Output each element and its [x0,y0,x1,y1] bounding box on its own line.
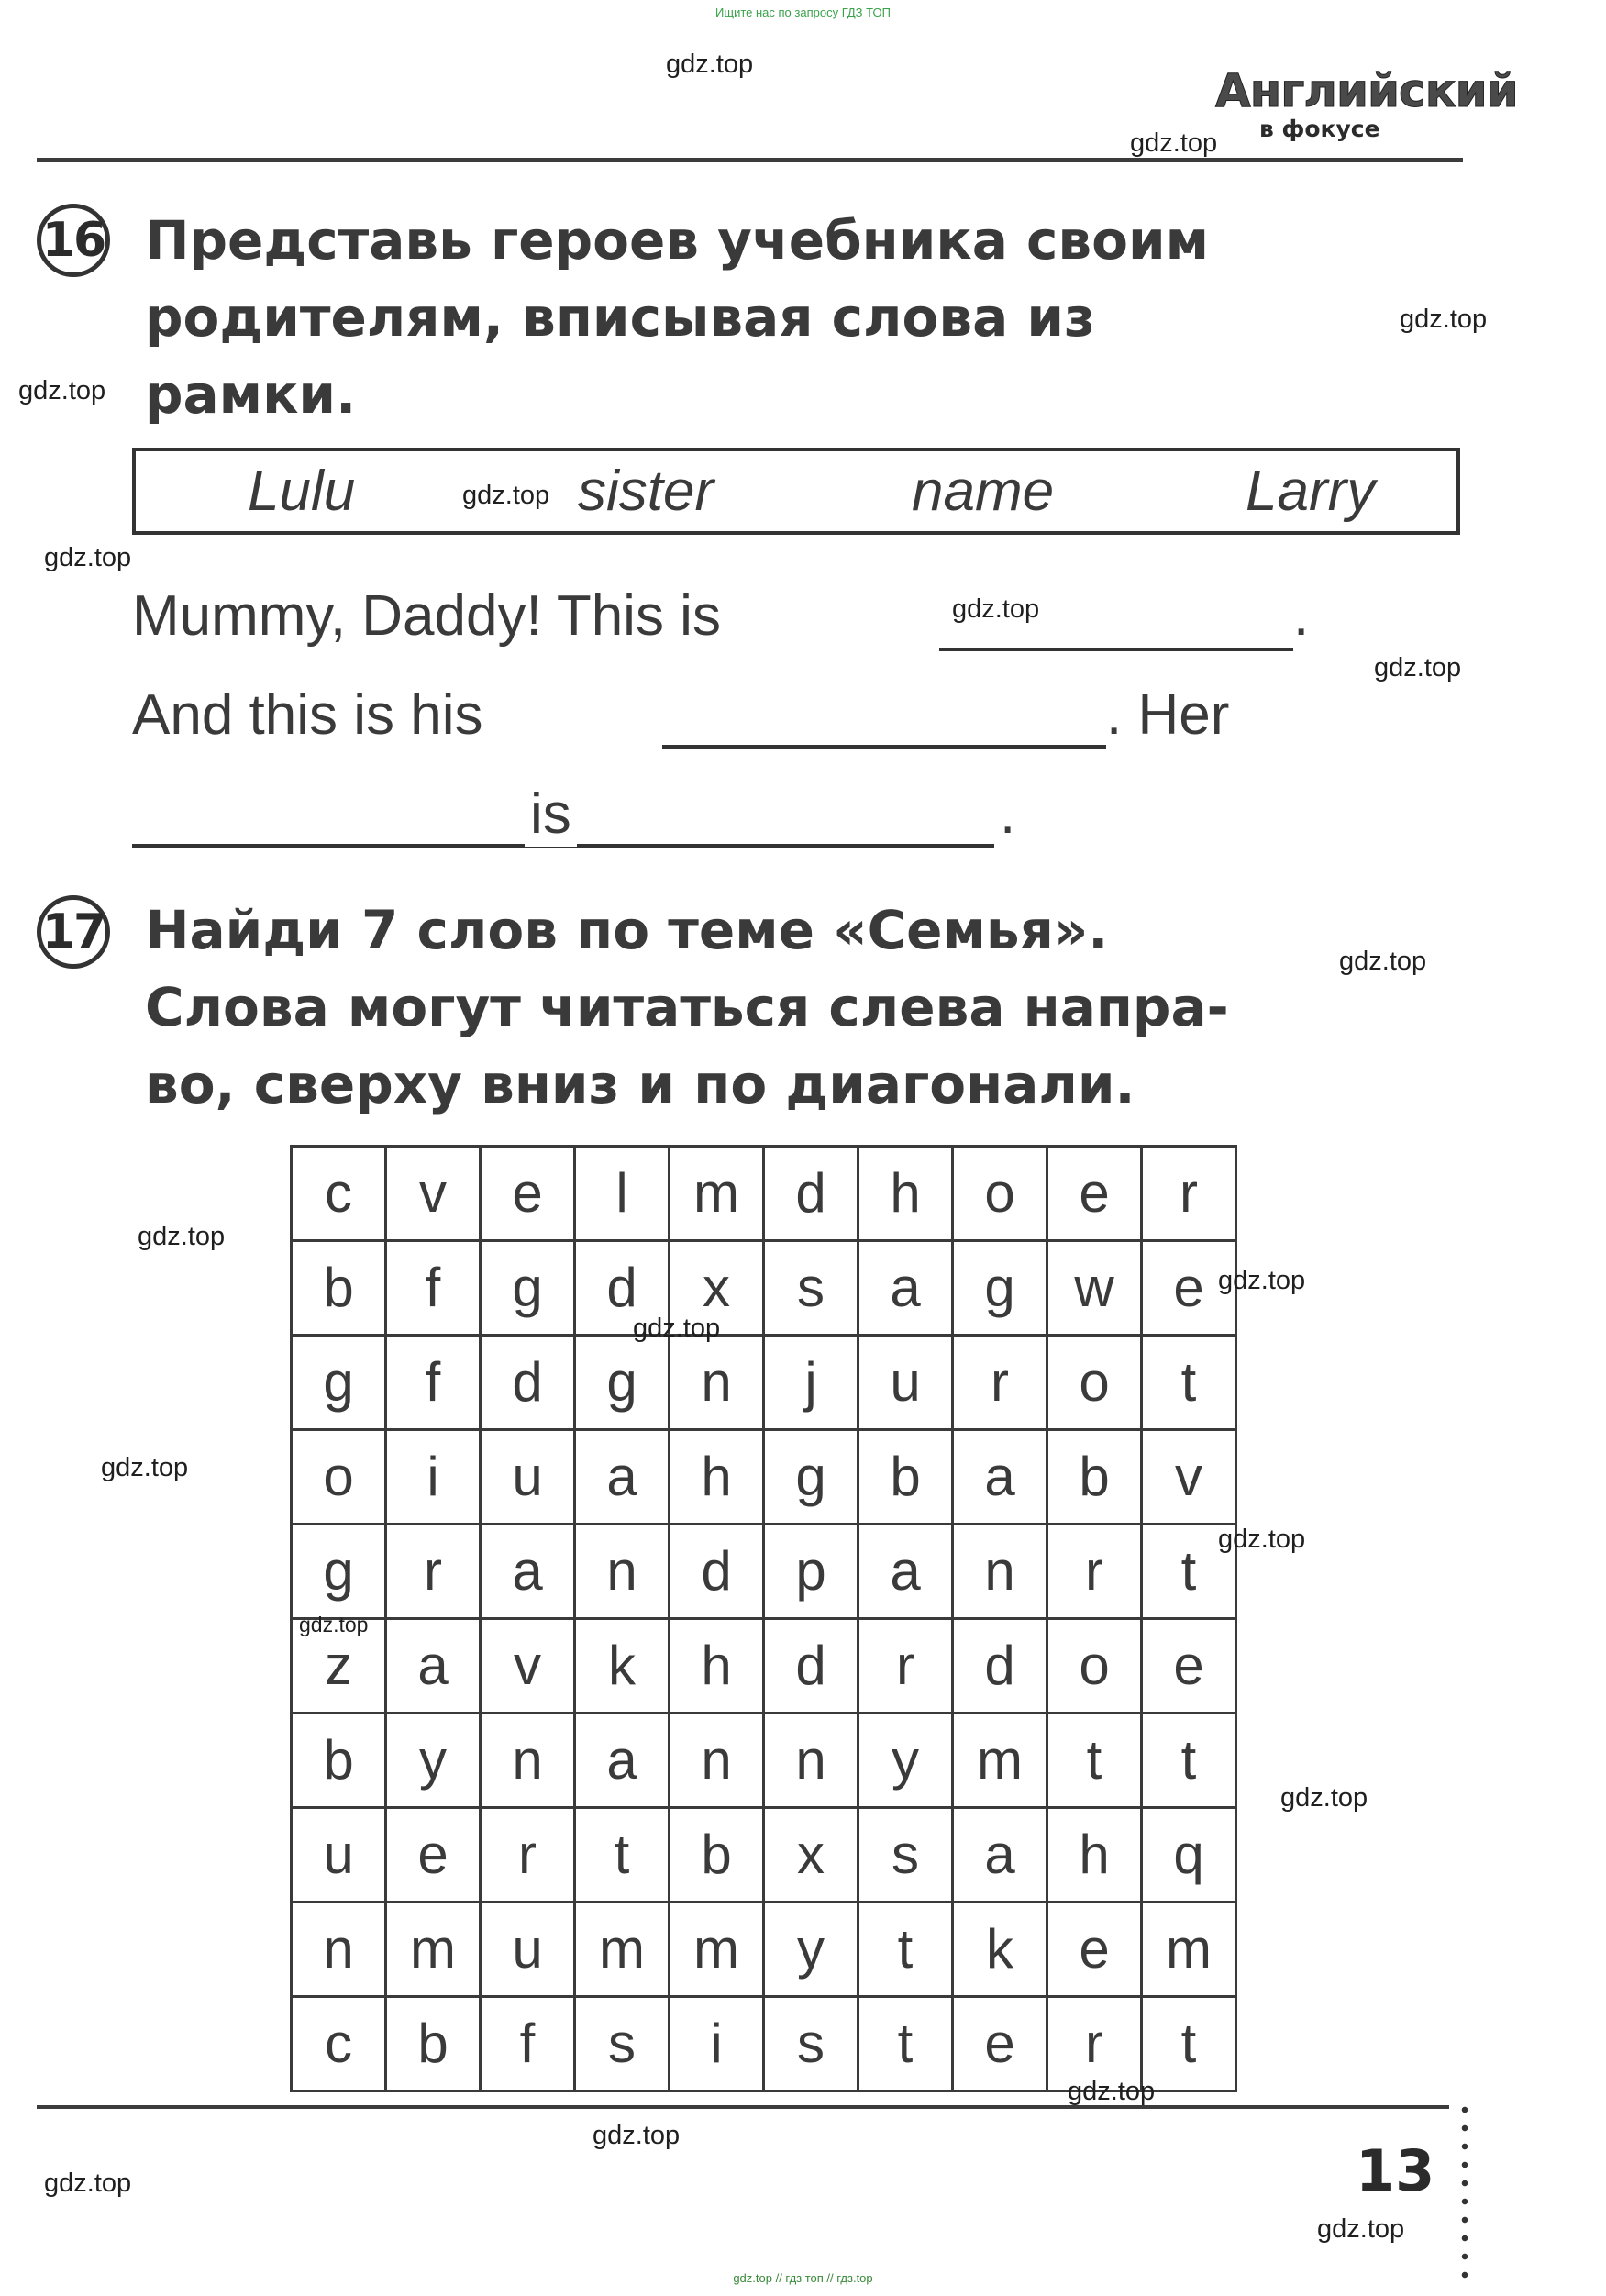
watermark: gdz.top [44,2168,132,2198]
grid-cell[interactable]: n [575,1525,670,1619]
grid-cell[interactable]: d [764,1147,858,1241]
grid-cell[interactable]: t [1142,1525,1236,1619]
task-17-line-2: Слова могут читаться слева напра- [145,976,1229,1038]
watermark: gdz.top [1068,2077,1156,2106]
grid-cell[interactable]: v [1142,1430,1236,1525]
grid-cell[interactable]: r [953,1336,1047,1430]
grid-cell[interactable]: e [953,1997,1047,2091]
bottom-note: gdz.top // гдз топ // гдз.top [733,2271,873,2285]
grid-cell[interactable]: m [1142,1902,1236,1997]
grid-cell[interactable]: r [1047,1997,1142,2091]
grid-cell[interactable]: b [1047,1430,1142,1525]
grid-cell[interactable]: a [858,1241,953,1336]
task-16-instruction [145,202,1209,433]
grid-cell[interactable]: g [764,1430,858,1525]
watermark: gdz.top [952,594,1040,624]
task-16-line-2: родителям, вписывая слова из [145,286,1095,349]
watermark: gdz.top [1218,1266,1306,1295]
grid-cell[interactable]: n [953,1525,1047,1619]
publisher-logo [1215,64,1518,147]
grid-cell[interactable]: f [386,1241,481,1336]
grid-row [292,1147,1236,1241]
story-line-2-end: . Her [1106,683,1230,747]
grid-cell[interactable]: i [386,1430,481,1525]
grid-cell[interactable]: n [764,1714,858,1808]
grid-cell[interactable]: d [953,1619,1047,1714]
watermark: gdz.top [633,1314,721,1343]
grid-cell[interactable]: a [575,1714,670,1808]
header-rule [37,158,1463,162]
watermark: gdz.top [1218,1525,1306,1554]
grid-cell[interactable]: e [386,1808,481,1902]
grid-cell[interactable]: v [481,1619,575,1714]
grid-cell[interactable]: m [386,1902,481,1997]
grid-cell[interactable]: e [1047,1147,1142,1241]
grid-cell[interactable]: s [575,1997,670,2091]
grid-cell[interactable]: j [764,1336,858,1430]
watermark: gdz.top [299,1613,369,1636]
watermark: gdz.top [462,481,550,510]
grid-row [292,1336,1236,1430]
grid-row [292,1525,1236,1619]
word-box-item: Larry [1246,460,1376,523]
grid-cell[interactable]: t [858,1997,953,2091]
grid-cell[interactable]: f [481,1997,575,2091]
grid-row [292,1714,1236,1808]
grid-cell[interactable]: g [575,1336,670,1430]
grid-cell[interactable]: q [1142,1808,1236,1902]
logo-subtitle: в фокусе [1259,116,1380,142]
grid-cell[interactable]: u [481,1430,575,1525]
grid-cell[interactable]: m [953,1714,1047,1808]
grid-cell[interactable]: h [670,1430,764,1525]
watermark: gdz.top [18,376,106,405]
grid-cell[interactable]: h [858,1147,953,1241]
grid-cell[interactable]: g [481,1241,575,1336]
grid-row [292,1241,1236,1336]
grid-cell[interactable]: w [1047,1241,1142,1336]
grid-cell[interactable]: s [764,1241,858,1336]
watermark: gdz.top [1400,305,1488,334]
grid-cell[interactable]: m [575,1902,670,1997]
task-16-number: 16 [37,204,110,277]
grid-cell[interactable]: c [292,1147,386,1241]
story-line-1-text: Mummy, Daddy! This is [132,584,721,648]
grid-cell[interactable]: k [575,1619,670,1714]
grid-cell[interactable]: a [386,1619,481,1714]
grid-cell[interactable]: n [670,1714,764,1808]
task-17-number: 17 [37,895,110,969]
grid-cell[interactable]: m [670,1147,764,1241]
task-16-line-1: Представь героев учебника своим [145,209,1210,272]
answer-blank-1[interactable] [939,648,1293,651]
grid-cell[interactable]: u [858,1336,953,1430]
watermark: gdz.top [138,1222,226,1251]
grid-cell[interactable]: t [1047,1714,1142,1808]
grid-cell[interactable]: n [292,1902,386,1997]
grid-cell[interactable]: b [292,1714,386,1808]
grid-cell[interactable]: h [670,1619,764,1714]
watermark: gdz.top [1130,128,1218,158]
task-17-line-3: во, сверху вниз и по диагонали. [145,1053,1135,1115]
grid-cell[interactable]: s [764,1997,858,2091]
grid-cell[interactable]: r [1047,1525,1142,1619]
word-box-item: sister [578,460,714,523]
grid-cell[interactable]: d [670,1525,764,1619]
grid-cell[interactable]: r [481,1808,575,1902]
grid-cell[interactable]: g [292,1336,386,1430]
grid-cell[interactable]: z [292,1619,386,1714]
grid-row [292,1902,1236,1997]
task-16-line-3: рамки. [145,363,357,426]
watermark: gdz.top [1317,2214,1405,2244]
footer-rule [37,2105,1449,2109]
grid-cell[interactable]: y [386,1714,481,1808]
grid-row [292,1619,1236,1714]
grid-cell[interactable]: d [764,1619,858,1714]
grid-cell[interactable]: b [858,1430,953,1525]
word-box [132,448,1460,535]
grid-cell[interactable]: n [481,1714,575,1808]
watermark: gdz.top [101,1453,189,1482]
story-line-3-text: is [525,782,577,847]
watermark: gdz.top [1339,947,1427,976]
grid-cell[interactable]: n [670,1336,764,1430]
grid-cell[interactable]: f [386,1336,481,1430]
grid-cell[interactable]: o [1047,1619,1142,1714]
word-box-item: name [912,460,1055,523]
grid-cell[interactable]: a [953,1808,1047,1902]
grid-cell[interactable]: l [575,1147,670,1241]
grid-cell[interactable]: x [670,1241,764,1336]
grid-cell[interactable]: h [1047,1808,1142,1902]
grid-cell[interactable]: r [1142,1147,1236,1241]
story-line-2-text: And this is his [132,683,483,747]
grid-row [292,1430,1236,1525]
page-number: 13 [1356,2137,1435,2204]
grid-cell[interactable]: t [858,1902,953,1997]
grid-cell[interactable]: g [953,1241,1047,1336]
grid-cell[interactable]: v [386,1147,481,1241]
grid-cell[interactable]: y [764,1902,858,1997]
grid-cell[interactable]: c [292,1997,386,2091]
grid-row [292,1808,1236,1902]
grid-cell[interactable]: e [481,1147,575,1241]
grid-cell[interactable]: r [386,1525,481,1619]
grid-cell[interactable]: e [1142,1619,1236,1714]
grid-cell[interactable]: a [575,1430,670,1525]
grid-cell[interactable]: d [481,1336,575,1430]
grid-cell[interactable]: g [292,1525,386,1619]
task-17-instruction [145,892,1229,1123]
grid-cell[interactable]: u [292,1808,386,1902]
task-17-line-1: Найди 7 слов по теме «Семья». [145,899,1109,961]
grid-cell[interactable]: b [670,1808,764,1902]
grid-cell[interactable]: a [481,1525,575,1619]
word-search-grid [290,1145,1237,2092]
grid-cell[interactable]: o [292,1430,386,1525]
story-line-1-end: . [1293,584,1310,648]
grid-cell[interactable]: x [764,1808,858,1902]
grid-cell[interactable]: d [575,1241,670,1336]
grid-cell[interactable]: p [764,1525,858,1619]
grid-cell[interactable]: a [953,1430,1047,1525]
grid-cell[interactable]: t [1142,1997,1236,2091]
grid-cell[interactable]: i [670,1997,764,2091]
grid-cell[interactable]: o [953,1147,1047,1241]
word-box-item: Lulu [248,460,356,523]
grid-cell[interactable]: m [670,1902,764,1997]
grid-cell[interactable]: a [858,1525,953,1619]
grid-cell[interactable]: r [858,1619,953,1714]
grid-cell[interactable]: e [1047,1902,1142,1997]
grid-cell[interactable]: t [1142,1714,1236,1808]
grid-cell[interactable]: u [481,1902,575,1997]
grid-cell[interactable]: k [953,1902,1047,1997]
grid-cell[interactable]: y [858,1714,953,1808]
top-promo-note: Ищите нас по запросу ГДЗ ТОП [715,6,891,19]
watermark: gdz.top [666,50,754,79]
watermark: gdz.top [44,543,132,572]
answer-blank-2[interactable] [662,745,1106,749]
story-line-3-end: . [1000,782,1016,846]
grid-cell[interactable]: t [1142,1336,1236,1430]
grid-cell[interactable]: o [1047,1336,1142,1430]
logo-title: Английский [1215,64,1518,117]
grid-cell[interactable]: s [858,1808,953,1902]
grid-cell[interactable]: b [292,1241,386,1336]
page-edge-dots [1460,2101,1469,2284]
grid-cell[interactable]: t [575,1808,670,1902]
grid-cell[interactable]: e [1142,1241,1236,1336]
watermark: gdz.top [1374,653,1462,682]
watermark: gdz.top [1280,1783,1368,1813]
watermark: gdz.top [593,2121,681,2150]
grid-cell[interactable]: b [386,1997,481,2091]
